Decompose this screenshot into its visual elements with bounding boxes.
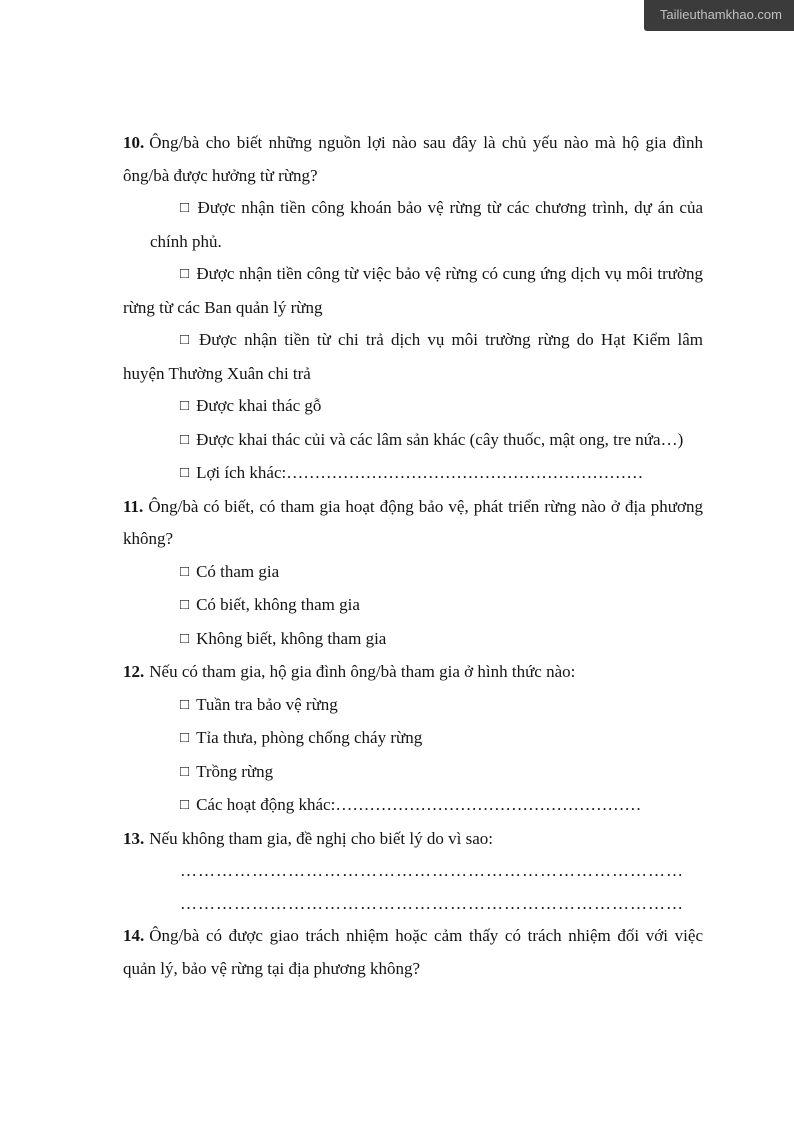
question-12-number: 12. xyxy=(123,662,145,681)
q12-option-2-label: Tỉa thưa, phòng chống cháy rừng xyxy=(196,728,423,747)
checkbox-icon: □ xyxy=(180,763,190,780)
checkbox-icon: □ xyxy=(180,398,190,414)
question-11 xyxy=(123,491,703,556)
q12-option-3 xyxy=(123,756,703,790)
checkbox-icon: □ xyxy=(180,730,190,746)
question-11-number: 11. xyxy=(123,496,144,516)
q10-option-5-label: Được khai thác củi và các lâm sản khác (cây thuốc, mật ong, tre nứa…) xyxy=(196,429,684,449)
question-14-text: Ông/bà có được giao trách nhiệm hoặc cảm thấy có trách nhiệm đối với việc quản lý, bảo vệ rừng tại địa phương không? xyxy=(123,926,703,978)
question-14 xyxy=(123,920,703,985)
checkbox-icon: □ xyxy=(180,431,190,448)
checkbox-icon: □ xyxy=(180,563,190,580)
q12-option-4-label: Các hoạt động khác:……………………………………………… xyxy=(196,795,642,814)
question-13 xyxy=(123,823,703,856)
q11-option-2-label: Có biết, không tham gia xyxy=(196,595,360,614)
q12-option-2 xyxy=(123,722,703,756)
q11-option-3 xyxy=(123,623,703,657)
checkbox-icon: □ xyxy=(180,266,190,282)
question-10-number: 10. xyxy=(123,133,145,152)
checkbox-icon: □ xyxy=(180,696,190,713)
question-12 xyxy=(123,656,703,689)
q13-answer-line-1: ………………………………………………………………………… xyxy=(180,861,684,880)
checkbox-icon: □ xyxy=(180,465,190,481)
checkbox-icon: □ xyxy=(180,332,192,348)
q12-option-4 xyxy=(123,789,703,823)
q10-option-6 xyxy=(123,457,703,491)
q10-option-2 xyxy=(123,258,703,324)
checkbox-icon: □ xyxy=(180,797,190,813)
question-13-number: 13. xyxy=(123,828,145,848)
q10-option-6-label: Lợi ích khác:……………………………………………………… xyxy=(196,463,644,482)
q10-option-2-label: Được nhận tiền công từ việc bảo vệ rừng có cung ứng dịch vụ môi trường rừng từ các Ban quản lý rừng xyxy=(123,264,703,317)
watermark-badge xyxy=(644,0,794,31)
question-14-number: 14. xyxy=(123,926,145,945)
q12-option-1-label: Tuần tra bảo vệ rừng xyxy=(196,694,338,714)
q11-option-2 xyxy=(123,589,703,623)
q11-option-3-label: Không biết, không tham gia xyxy=(196,628,387,648)
q10-option-1-label: Được nhận tiền công khoán bảo vệ rừng từ các chương trình, dự án của chính phủ. xyxy=(150,198,703,251)
q12-option-3-label: Trồng rừng xyxy=(196,761,274,781)
question-10-text: Ông/bà cho biết những nguồn lợi nào sau đây là chủ yếu nào mà hộ gia đình ông/bà được hưởng từ rừng? xyxy=(123,133,703,185)
checkbox-icon: □ xyxy=(180,200,191,216)
q10-option-5 xyxy=(123,424,703,458)
question-10 xyxy=(123,127,703,192)
q10-option-4 xyxy=(123,390,703,424)
q11-option-1-label: Có tham gia xyxy=(196,561,280,581)
q11-option-1 xyxy=(123,556,703,590)
q13-answer-line-2: ………………………………………………………………………… xyxy=(180,893,684,913)
q10-option-3 xyxy=(123,324,703,390)
checkbox-icon: □ xyxy=(180,630,190,647)
question-12-text: Nếu có tham gia, hộ gia đình ông/bà tham gia ở hình thức nào: xyxy=(149,662,576,681)
questionnaire-content xyxy=(123,127,703,985)
checkbox-icon: □ xyxy=(180,597,190,613)
q12-option-1 xyxy=(123,689,703,723)
q10-option-4-label: Được khai thác gỗ xyxy=(196,396,322,415)
watermark-text: Tailieuthamkhao.com xyxy=(659,7,782,22)
question-11-text: Ông/bà có biết, có tham gia hoạt động bảo vệ, phát triển rừng nào ở địa phương không? xyxy=(123,496,703,548)
q10-option-1 xyxy=(150,192,703,258)
q10-option-3-label: Được nhận tiền từ chi trả dịch vụ môi trường rừng do Hạt Kiểm lâm huyện Thường Xuân chi trả xyxy=(123,330,704,383)
question-13-text: Nếu không tham gia, đề nghị cho biết lý do vì sao: xyxy=(149,828,493,848)
